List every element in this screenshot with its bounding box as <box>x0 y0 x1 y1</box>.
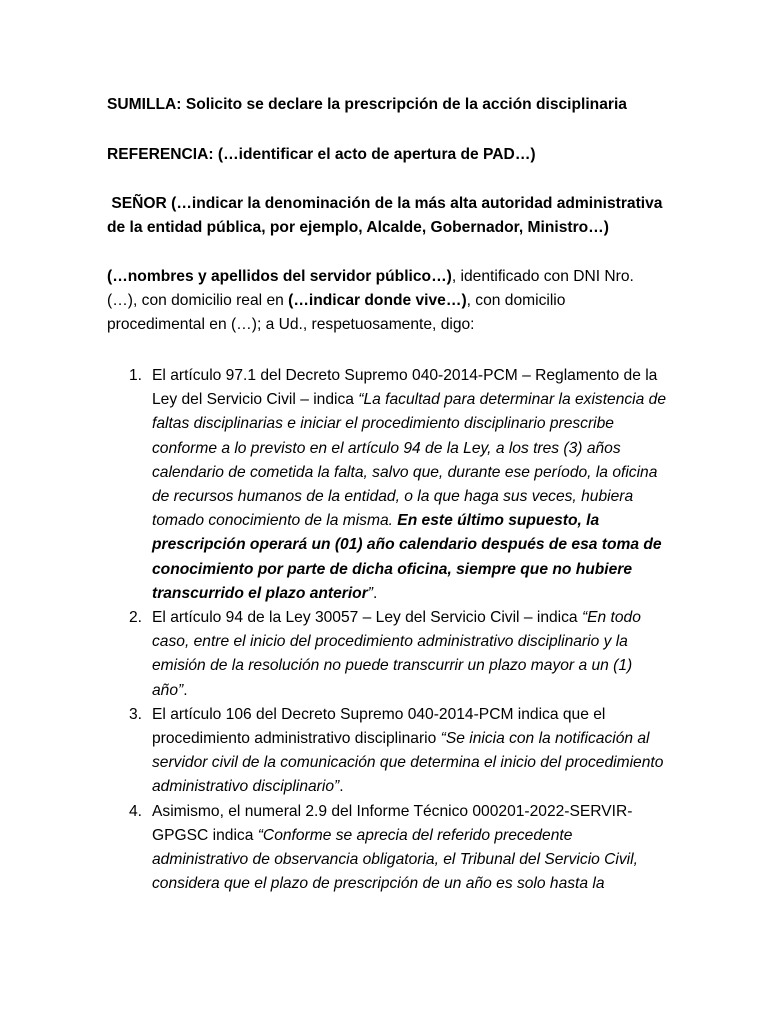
list-item <box>107 606 667 703</box>
sumilla-heading: SUMILLA: Solicito se declare la prescripción de la acción disciplinaria <box>107 96 627 113</box>
list-item <box>107 364 667 606</box>
list-quote: “La facultad para determinar la existencia de faltas disciplinarias e iniciar el procedimiento disciplinario prescribe conforme a lo previsto en el artículo 94 de la Ley, a los tres (3) años calendario de cometida la falta, salvo que, durante ese período, la oficina de recursos humanos de la entidad, o la que haga sus veces, hubiera tomado conocimiento de la misma. <box>152 391 666 530</box>
list-quote-emphasis: En este último supuesto, la prescripción operará un (01) año calendario después de esa toma de conocimiento por parte de dicha oficina, siempre que no hubiere transcurrido el plazo anterior <box>152 512 662 602</box>
list-number: 2. <box>129 609 143 627</box>
list-text: Asimismo, el numeral 2.9 del Informe Técnico 000201-2022-SERVIR-GPGSC indica <box>152 802 633 844</box>
list-item <box>107 800 667 897</box>
intro-name-placeholder: (…nombres y apellidos del servidor público…) <box>107 268 452 285</box>
list-quote-close: ” <box>367 584 373 602</box>
intro-text-1: , identificado con DNI Nro. (…), con domicilio real en <box>107 268 634 310</box>
list-text-end: . <box>339 778 344 796</box>
list-text: El artículo 94 de la Ley 30057 – Ley del Servicio Civil – indica <box>152 609 582 627</box>
list-number: 4. <box>129 802 143 820</box>
intro-address-placeholder: (…indicar donde vive…) <box>288 292 467 310</box>
list-text: El artículo 97.1 del Decreto Supremo 040-2014-PCM – Reglamento de la Ley del Servicio Civil – indica <box>152 367 658 409</box>
intro-paragraph <box>107 265 667 338</box>
addressee-heading: SEÑOR (…indicar la denominación de la más alta autoridad administrativa de la entidad pública, por ejemplo, Alcalde, Gobernador, Ministro…) <box>107 195 667 237</box>
list-quote: “Conforme se aprecia del referido precedente administrativo de observancia obligatoria, el Tribunal del Servicio Civil, considera que el plazo de prescripción de un año es solo hasta la <box>152 826 638 893</box>
list-quote: “En todo caso, entre el inicio del procedimiento administrativo disciplinario y la emisión de la resolución no puede transcurrir un plazo mayor a un (1) año” <box>152 609 641 699</box>
intro-text-2: , con domicilio procedimental en (…); a Ud., respetuosamente, digo: <box>107 292 566 334</box>
list-number: 3. <box>129 705 143 723</box>
list-text-end: . <box>372 584 378 602</box>
list-number: 1. <box>129 367 143 384</box>
numbered-list <box>107 364 667 896</box>
referencia-heading: REFERENCIA: (…identificar el acto de apertura de PAD…) <box>107 146 536 163</box>
list-text-end: . <box>183 681 188 699</box>
list-quote: “Se inicia con la notificación al servidor civil de la comunicación que determina el inicio del procedimiento administrativo disciplinario” <box>152 730 664 796</box>
list-text: El artículo 106 del Decreto Supremo 040-2014-PCM indica que el procedimiento administrativo disciplinario <box>152 705 606 748</box>
list-item <box>107 703 667 800</box>
